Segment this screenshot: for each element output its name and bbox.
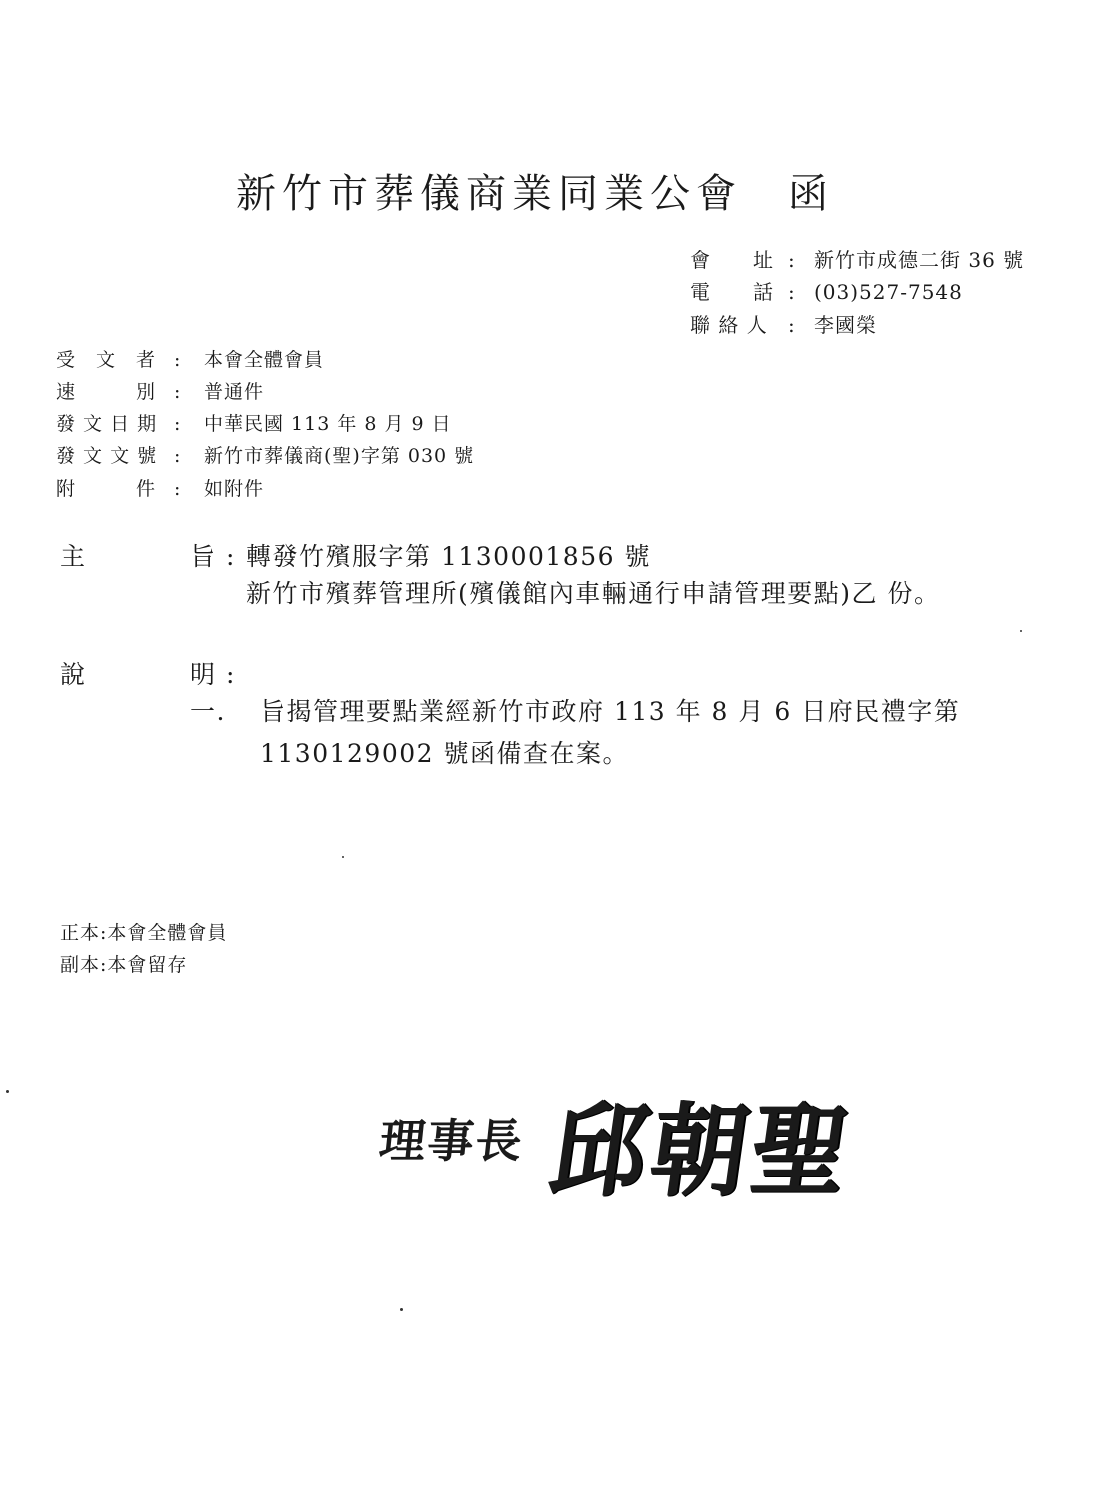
contact-person: 聯 絡 人 : 李國榮 (690, 309, 877, 338)
signature-title: 理事長 (376, 1114, 527, 1168)
explanation-item-number: 一. (190, 697, 226, 726)
contact-person-value: 李國榮 (814, 313, 877, 337)
meta-date-label: 發 文 日 期 (56, 413, 158, 435)
contact-address: 會 址 : 新竹市成德二街 36 號 (690, 244, 1024, 273)
scan-speck (400, 1308, 403, 1311)
meta-speed-value: 普通件 (204, 381, 265, 403)
explanation-label-left: 說 (60, 660, 87, 689)
meta-attachment-value: 如附件 (204, 478, 265, 500)
meta-number-value: 新竹市葬儀商(聖)字第 030 號 (204, 445, 475, 467)
subject-label-purpose-text: 旨 (190, 542, 217, 571)
subject-line-1: 轉發竹殯服字第 1130001856 號 (246, 542, 651, 571)
document-title: 新竹市葬儀商業同業公會 函 (236, 171, 834, 217)
explanation-label-right-text: 明 (190, 660, 217, 689)
contact-phone: 電 話 : (03)527-7548 (690, 276, 963, 305)
subject-label-main: 主 (60, 542, 87, 571)
contact-phone-label: 電 話 (690, 280, 774, 304)
explanation-label-right: 明 : (190, 660, 236, 689)
meta-recipient-label: 受 文 者 (56, 349, 157, 371)
subject-line-2: 新竹市殯葬管理所(殯儀館內車輛通行申請管理要點)乙 份。 (246, 579, 941, 608)
contact-address-value: 新竹市成德二街 36 號 (814, 248, 1025, 272)
scan-speck (342, 856, 344, 858)
signature-name: 邱朝聖 (542, 1091, 860, 1211)
meta-recipient: 受 文 者 : 本會全體會員 (56, 345, 324, 372)
contact-phone-value: (03)527-7548 (814, 280, 963, 304)
copy-duplicate: 副本:本會留存 (60, 954, 188, 976)
meta-recipient-value: 本會全體會員 (204, 349, 325, 371)
meta-speed-label: 速 別 (56, 381, 157, 403)
subject-label-purpose: 旨 : (190, 542, 236, 571)
explanation-item-line-1: 旨揭管理要點業經新竹市政府 113 年 8 月 6 日府民禮字第 (260, 697, 961, 726)
scan-speck (1020, 630, 1022, 632)
meta-date: 發 文 日 期 : 中華民國 113 年 8 月 9 日 (56, 409, 452, 436)
contact-person-label: 聯 絡 人 (690, 313, 768, 337)
meta-number: 發 文 文 號 : 新竹市葬儀商(聖)字第 030 號 (56, 441, 474, 468)
explanation-item-line-2: 1130129002 號函備查在案。 (260, 739, 630, 768)
meta-speed: 速 別 : 普通件 (56, 377, 264, 404)
meta-date-value: 中華民國 113 年 8 月 9 日 (204, 413, 452, 435)
copy-original: 正本:本會全體會員 (60, 922, 228, 944)
meta-number-label: 發 文 文 號 (56, 445, 158, 467)
scan-speck (6, 1090, 9, 1093)
meta-attachment-label: 附 件 (56, 478, 157, 500)
contact-address-label: 會 址 (690, 248, 774, 272)
meta-attachment: 附 件 : 如附件 (56, 474, 264, 501)
